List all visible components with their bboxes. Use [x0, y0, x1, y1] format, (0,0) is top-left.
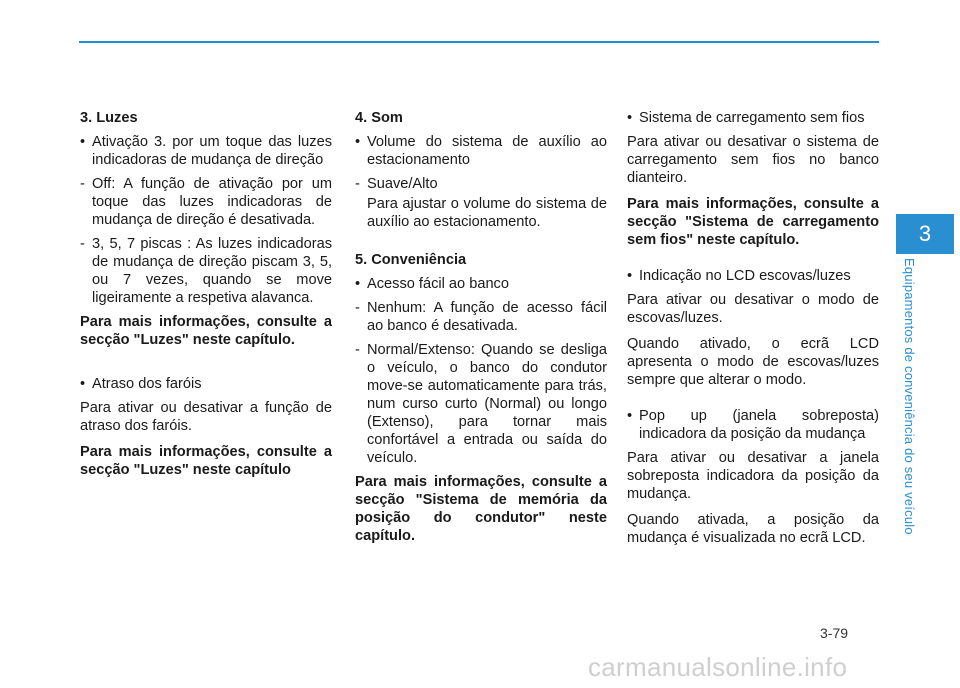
list-item: - Nenhum: A função de acesso fácil ao banco é desativada.: [355, 300, 607, 334]
list-item: • Ativação 3. por um toque das luzes indicadoras de mudança de direção: [80, 134, 332, 168]
list-item: • Pop up (janela sobreposta) indicadora da posição da mudança: [627, 408, 879, 442]
column-1: [80, 109, 332, 487]
list-item: - 3, 5, 7 piscas : As luzes indicadoras de mudança de direção piscam 3, 5, ou 7 vezes, quando se move ligeiramente a respetiva alavanca.: [80, 236, 332, 306]
reference-note: Para mais informações, consulte a secção "Sistema de memória da posição do condutor" neste capítulo.: [355, 474, 607, 544]
list-item: • Acesso fácil ao banco: [355, 276, 509, 292]
reference-note: Para mais informações, consulte a secção "Sistema de carregamento sem fios" neste capítulo.: [627, 196, 879, 248]
reference-note: Para mais informações, consulte a secção "Luzes" neste capítulo.: [80, 314, 332, 348]
paragraph: Quando ativada, a posição da mudança é visualizada no ecrã LCD.: [627, 512, 879, 546]
list-item: • Indicação no LCD escovas/luzes: [627, 268, 851, 284]
section-heading-som: 4. Som: [355, 110, 403, 126]
paragraph: Quando ativado, o ecrã LCD apresenta o modo de escovas/luzes sempre que alterar o modo.: [627, 336, 879, 388]
column-2: [355, 109, 607, 553]
list-item: • Volume do sistema de auxílio ao estacionamento: [355, 134, 607, 168]
section-heading-luzes: 3. Luzes: [80, 110, 138, 126]
section-heading-conveniencia: 5. Conveniência: [355, 252, 467, 268]
list-item: • Atraso dos faróis: [80, 376, 202, 392]
list-item: • Sistema de carregamento sem fios: [627, 110, 865, 126]
reference-note: Para mais informações, consulte a secção "Luzes" neste capítulo: [80, 444, 332, 478]
column-3: [627, 109, 879, 555]
chapter-title-vertical: Equipamentos de conveniência do seu veículo: [902, 258, 917, 535]
paragraph: Para ajustar o volume do sistema de auxílio ao estacionamento.: [367, 196, 607, 230]
chapter-tab: 3: [896, 214, 954, 254]
paragraph: Para ativar ou desativar a função de atraso dos faróis.: [80, 400, 332, 434]
paragraph: Para ativar ou desativar o modo de escovas/luzes.: [627, 292, 879, 326]
page-number: 3-79: [820, 625, 849, 641]
list-item: - Suave/Alto: [355, 176, 438, 192]
watermark: carmanualsonline.info: [588, 652, 848, 682]
paragraph: Para ativar ou desativar o sistema de carregamento sem fios no banco dianteiro.: [627, 134, 879, 186]
list-item: - Normal/Extenso: Quando se desliga o veículo, o banco do condutor move-se automaticamente para trás, num curso curto (Normal) ou longo (Extenso), para tornar mais confortável a entrada ou saída do veículo.: [355, 342, 607, 466]
header-rule: [79, 41, 879, 43]
list-item: - Off: A função de ativação por um toque das luzes indicadoras de mudança de direção é desativada.: [80, 176, 332, 228]
paragraph: Para ativar ou desativar a janela sobreposta indicadora da posição da mudança.: [627, 450, 879, 502]
